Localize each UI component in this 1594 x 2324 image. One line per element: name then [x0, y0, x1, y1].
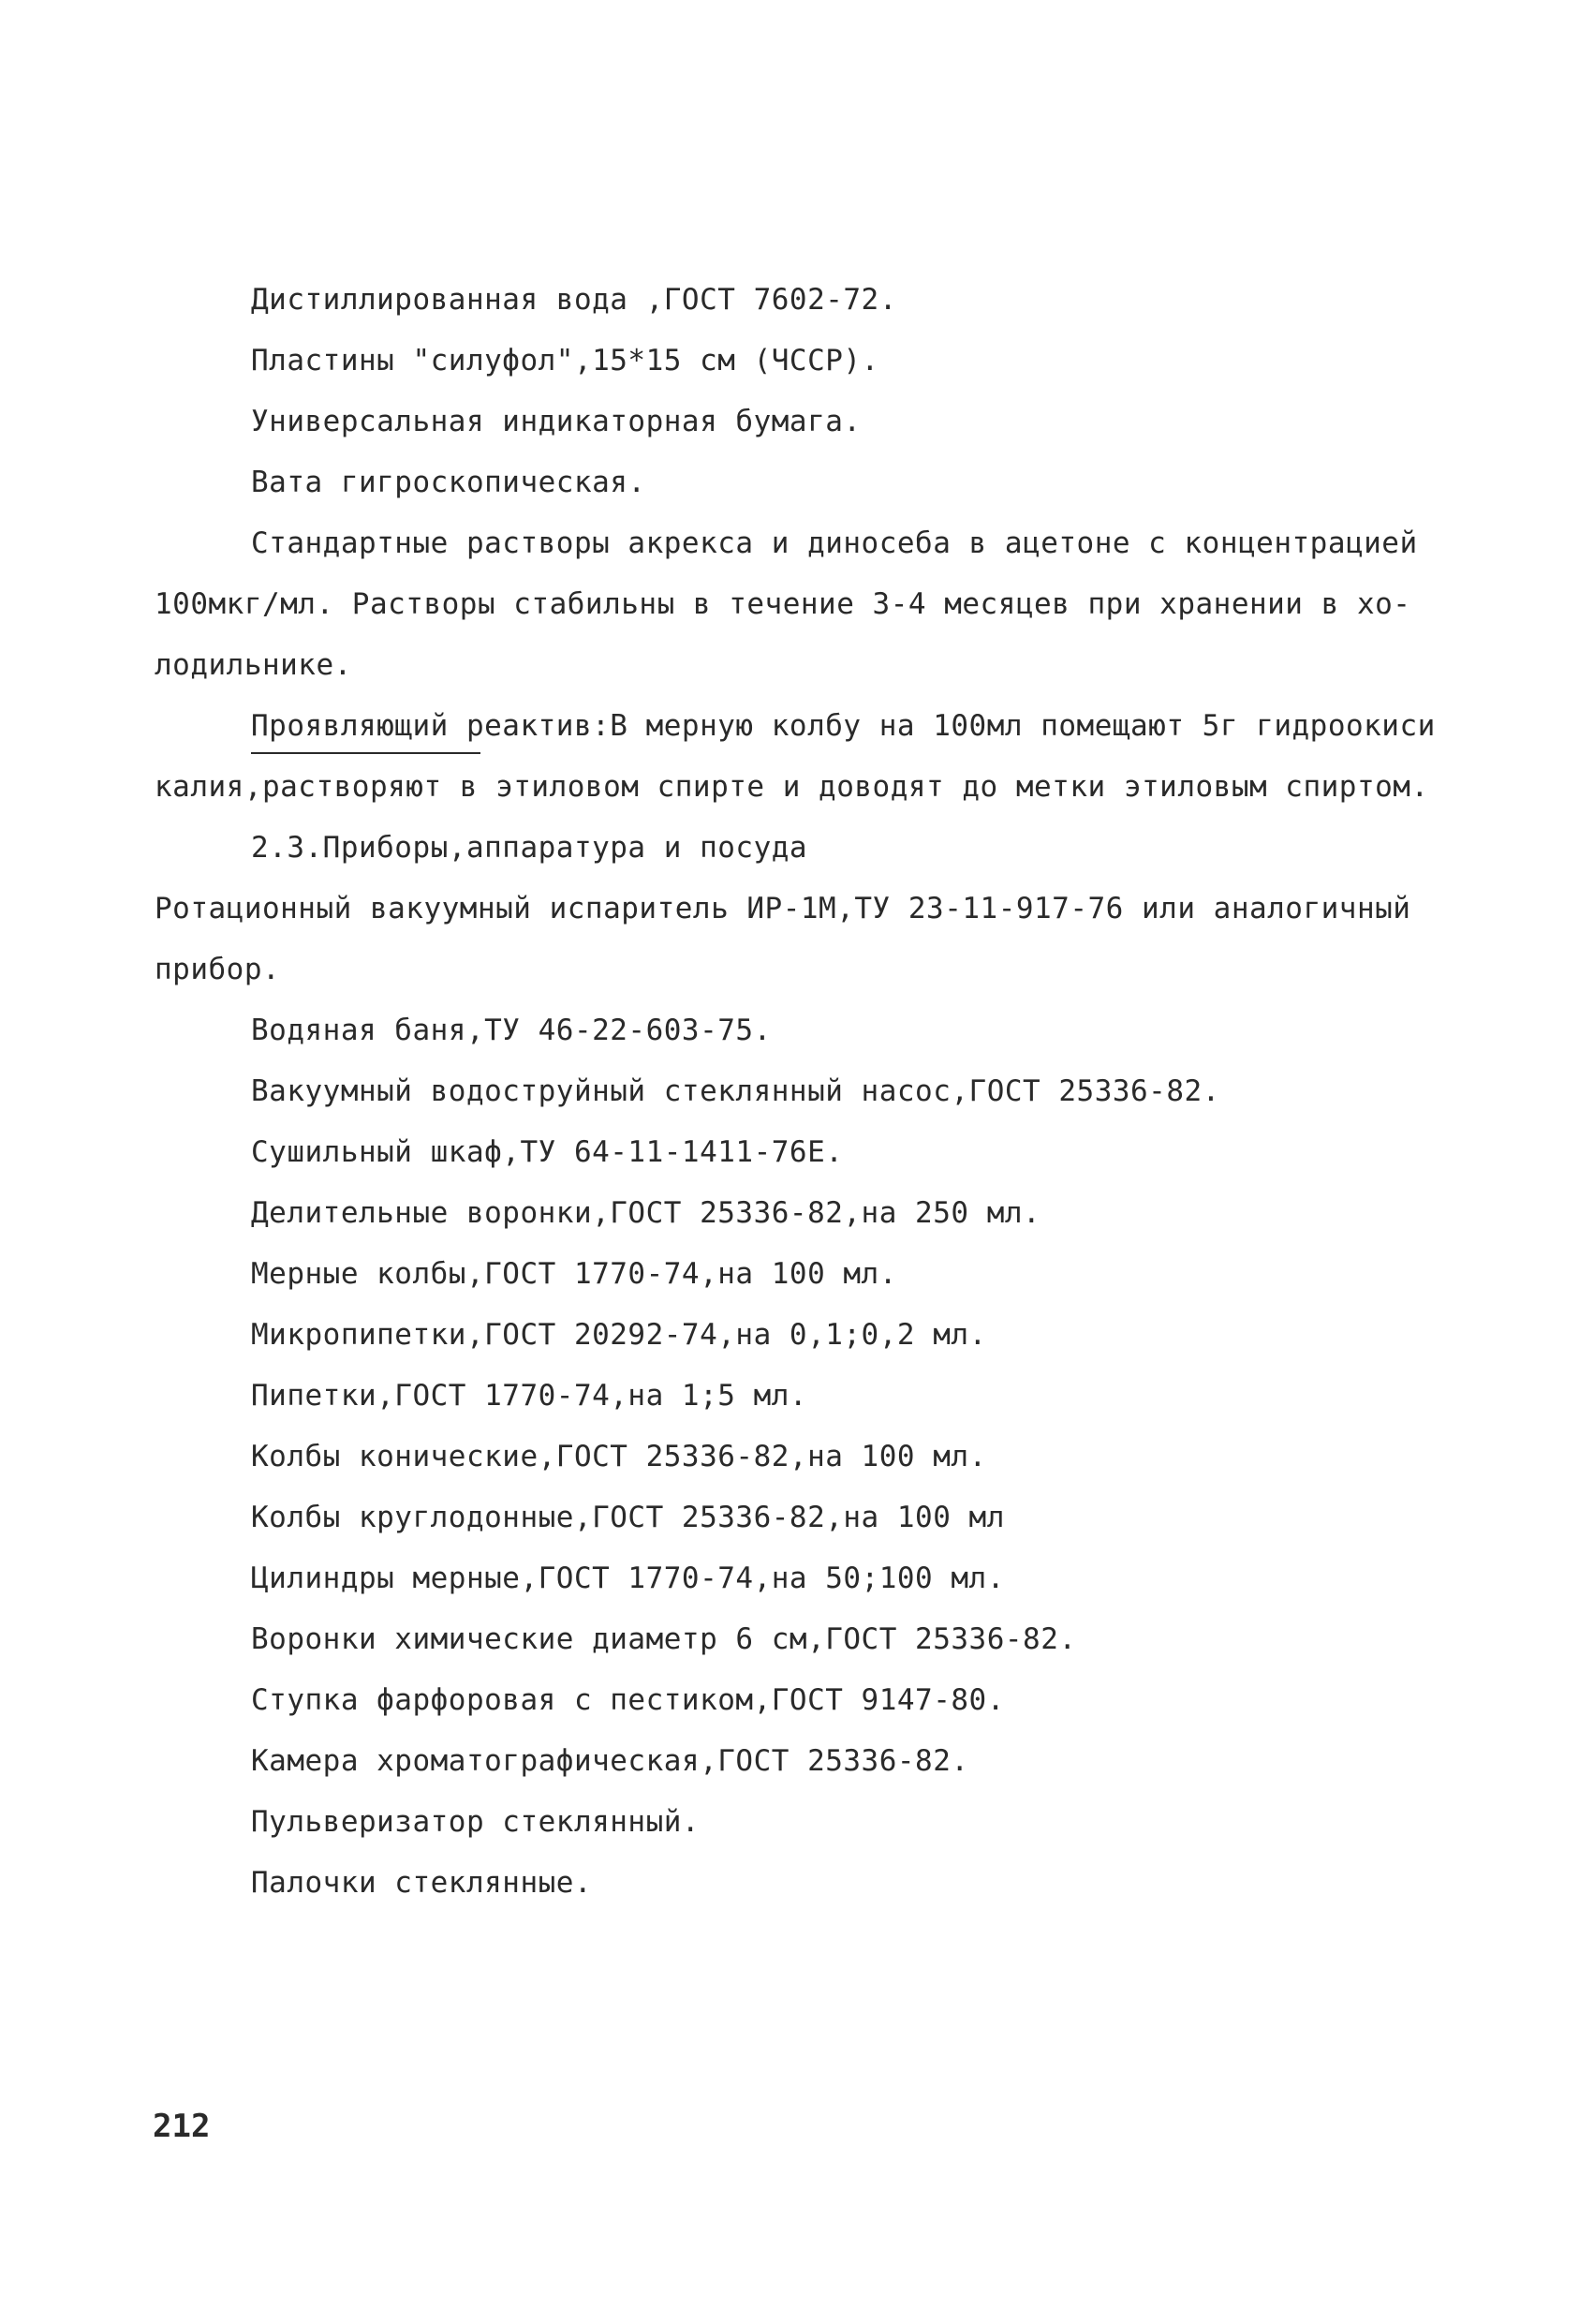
text-line-reagent: Проявляющий реактив:В мерную колбу на 100мл помещают 5г гидроокиси [251, 709, 1436, 743]
text-line: Колбы конические,ГОСТ 25336-82,на 100 мл. [251, 1440, 987, 1473]
text-line: Дистиллированная вода ,ГОСТ 7602-72. [251, 283, 897, 317]
text-line: Колбы круглодонные,ГОСТ 25336-82,на 100 мл [251, 1501, 1005, 1534]
text-line: Ступка фарфоровая с пестиком,ГОСТ 9147-80. [251, 1683, 1005, 1717]
text-line: Вакуумный водоструйный стеклянный насос,ГОСТ 25336-82. [251, 1074, 1220, 1108]
text-line: Мерные колбы,ГОСТ 1770-74,на 100 мл. [251, 1257, 897, 1291]
text-line: Универсальная индикаторная бумага. [251, 405, 862, 438]
text-line: 100мкг/мл. Растворы стабильны в течение 3-4 месяцев при хранении в хо- [155, 587, 1411, 621]
text-line: лодильнике. [155, 648, 352, 682]
text-line: Сушильный шкаф,ТУ 64-11-1411-76Е. [251, 1135, 844, 1169]
text-line: Палочки стеклянные. [251, 1866, 593, 1900]
text-line: Стандартные растворы акрекса и диносеба в ацетоне с концентрацией [251, 526, 1418, 560]
text-line: Пипетки,ГОСТ 1770-74,на 1;5 мл. [251, 1379, 808, 1413]
text-line: Ротационный вакуумный испаритель ИР-1М,ТУ 23-11-917-76 или аналогичный [155, 892, 1411, 925]
text-line: прибор. [155, 953, 281, 986]
page-number: 212 [153, 2108, 211, 2145]
text-line: Камера хроматографическая,ГОСТ 25336-82. [251, 1744, 969, 1778]
text-line: Делительные воронки,ГОСТ 25336-82,на 250 мл. [251, 1196, 1041, 1230]
text-line: Пластины "силуфол",15*15 см (ЧССР). [251, 344, 879, 377]
text-line: калия,растворяют в этиловом спирте и доводят до метки этиловым спиртом. [155, 770, 1429, 804]
text-line: Воронки химические диаметр 6 см,ГОСТ 25336-82. [251, 1622, 1077, 1656]
text-line: Микропипетки,ГОСТ 20292-74,на 0,1;0,2 мл. [251, 1318, 987, 1352]
text-line: Водяная баня,ТУ 46-22-603-75. [251, 1014, 772, 1047]
reagent-underline [251, 752, 480, 754]
section-heading: 2.3.Приборы,аппаратура и посуда [251, 831, 808, 865]
text-line: Пульверизатор стеклянный. [251, 1805, 701, 1839]
text-line: Цилиндры мерные,ГОСТ 1770-74,на 50;100 мл. [251, 1562, 1005, 1595]
text-line: Вата гигроскопическая. [251, 466, 646, 499]
